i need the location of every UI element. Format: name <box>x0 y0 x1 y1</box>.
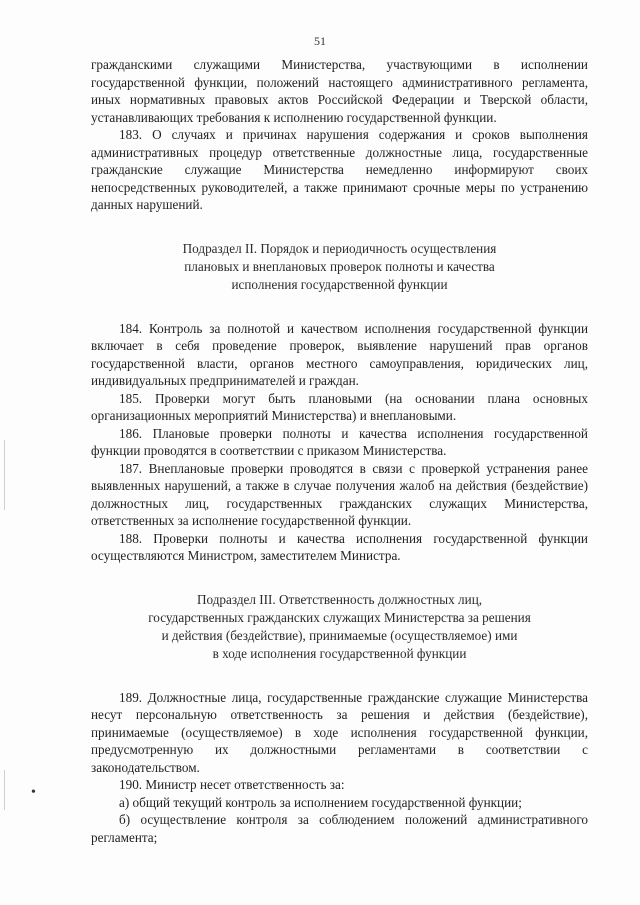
heading-line: в ходе исполнения государственной функции <box>212 645 467 661</box>
margin-mark: • <box>31 785 36 800</box>
scan-artifact <box>4 440 5 510</box>
scan-artifact <box>4 770 5 810</box>
page-number: 51 <box>314 34 326 48</box>
paragraph-190: 190. Министр несет ответственность за: <box>119 777 345 792</box>
paragraph-183: 183. О случаях и причинах нарушения содержания и сроков выполнения административных процедур ответственные должностные лица, государственные гражданские служащие Министерства немедленно информируют своих непосредственных руководителей, а также принимают срочные меры по устранению данных нарушений. <box>91 127 588 212</box>
subsection-heading-2 <box>91 240 588 294</box>
paragraph-189: 189. Должностные лица, государственные гражданские служащие Министерства несут персональную ответственность за решения и действия (бездействие), принимаемые (осуществляемое) в ходе исполнения государственной функции, предусмотренную их должностными регламентами в соответствии с законодательством. <box>91 689 588 775</box>
list-item-label: б) <box>119 812 131 827</box>
list-item-b <box>91 811 588 846</box>
paragraph-188: 188. Проверки полноты и качества исполнения государственной функции осуществляются Министром, заместителем Министра. <box>91 530 588 563</box>
heading-line: Подраздел II. Порядок и периодичность осуществления <box>182 240 497 256</box>
paragraph-185: 185. Проверки могут быть плановыми (на основании плана основных организационных мероприятий Министерства) и внеплановыми. <box>91 390 588 423</box>
paragraph-continuation: гражданскими служащими Министерства, участвующими в исполнении государственной функции, положений настоящего административного регламента, иных нормативных правовых актов Российской Федерации и Тверской области, устанавливающих требования к исполнению государственной функции. <box>91 57 588 125</box>
heading-line: плановых и внеплановых проверок полноты и качества <box>184 258 495 274</box>
heading-line: Подраздел III. Ответственность должностных лиц, <box>196 591 483 607</box>
subsection-heading-3 <box>91 591 588 663</box>
heading-line: исполнения государственной функции <box>231 276 448 292</box>
list-item-a <box>91 794 588 812</box>
list-item-text: осуществление контроля за соблюдением положений административного регламента; <box>91 812 588 845</box>
list-item-text: общий текущий контроль за исполнением государственной функции; <box>132 794 522 810</box>
list-item-label: а) <box>119 794 130 810</box>
paragraph-187: 187. Внеплановые проверки проводятся в связи с проверкой устранения ранее выявленных нарушений, а также в случае получения жалоб на действия (бездействие) должностных лиц, государственных гражданских служащих Министерства, ответственных за исполнение государственной функции. <box>91 460 588 528</box>
heading-line: и действия (бездействие), принимаемые (осуществляемое) ими <box>161 627 518 643</box>
heading-line: государственных гражданских служащих Министерства за решения <box>148 609 531 625</box>
paragraph-186: 186. Плановые проверки полноты и качества исполнения государственной функции проводятся в соответствии с приказом Министерства. <box>91 425 588 458</box>
paragraph-184: 184. Контроль за полнотой и качеством исполнения государственной функции включает в себя проведение проверок, выявление нарушений прав органов государственной власти, органов местного самоуправления, юридических лиц, индивидуальных предпринимателей и граждан. <box>91 320 588 388</box>
document-body <box>91 56 588 846</box>
